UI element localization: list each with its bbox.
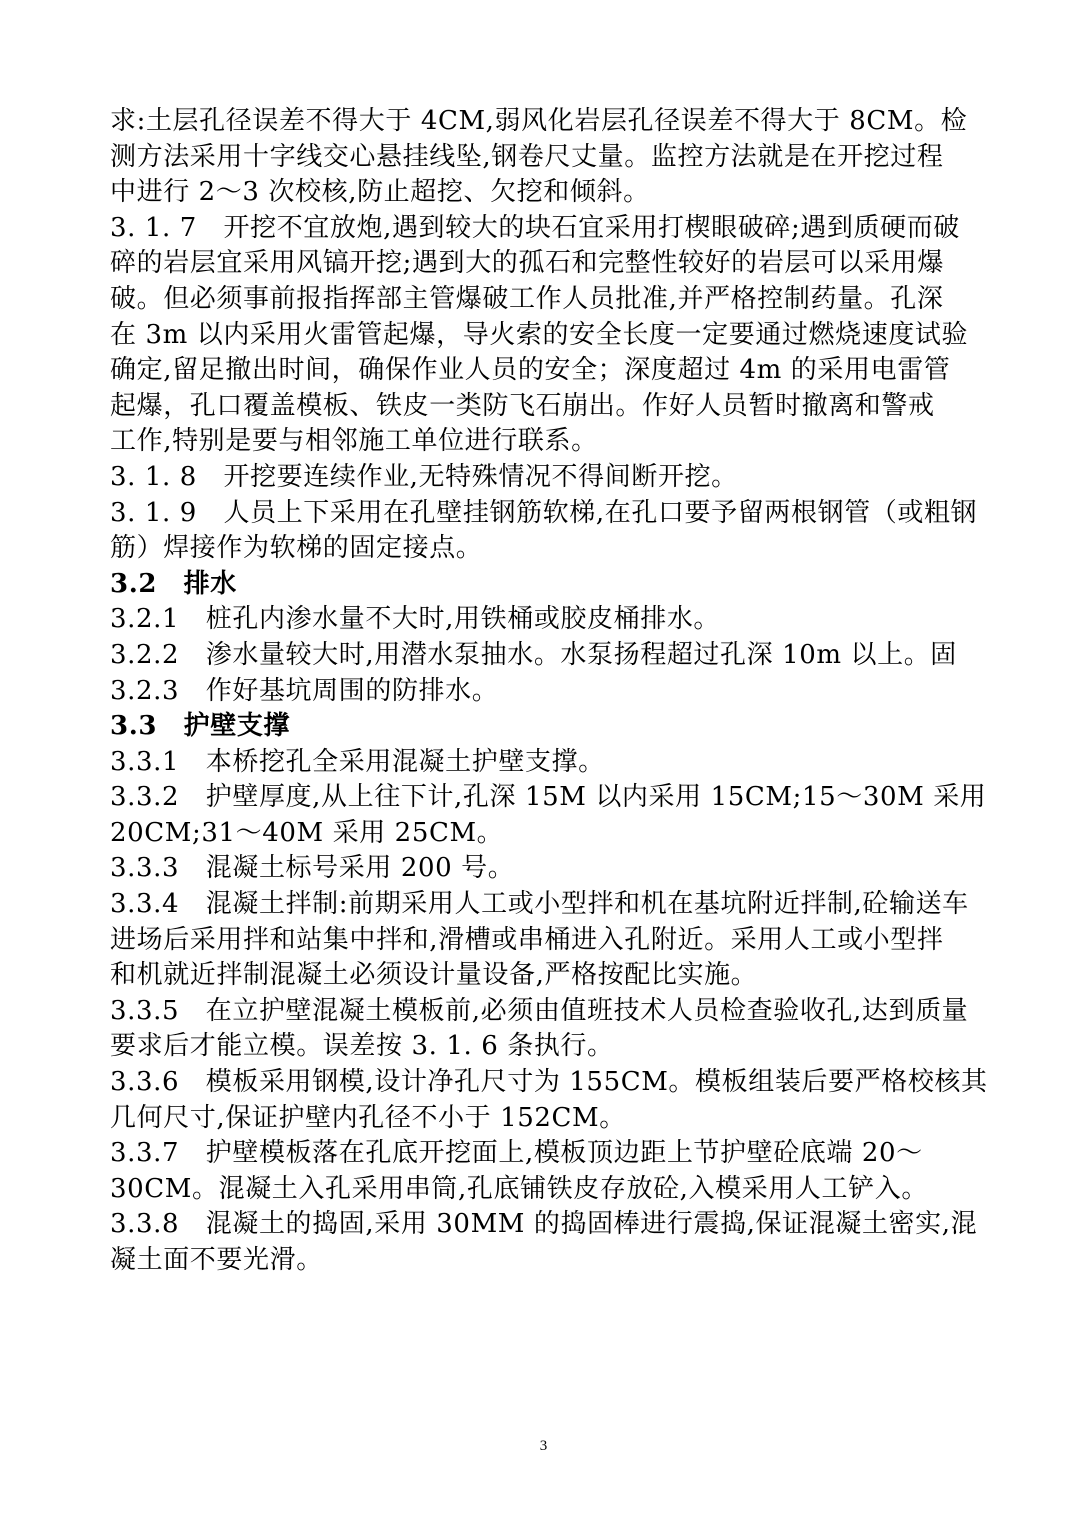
section-heading-3-3: 3.3 护壁支撑 bbox=[110, 711, 291, 742]
body-line: 30CM。混凝土入孔采用串筒,孔底铺铁皮存放砼,入模采用人工铲入。 bbox=[110, 1173, 928, 1204]
body-line: 凝土面不要光滑。 bbox=[110, 1245, 323, 1275]
body-line: 工作,特别是要与相邻施工单位进行联系。 bbox=[110, 426, 598, 457]
body-line: 起爆，孔口覆盖模板、铁皮一类防飞石崩出。作好人员暂时撤离和警戒 bbox=[110, 390, 935, 421]
clause-3-1-7: 3. 1. 7 开挖不宜放炮,遇到较大的块石宜采用打楔眼破碎;遇到质硬而破 bbox=[110, 212, 960, 243]
clause-3-3-8: 3.3.8 混凝土的捣固,采用 30MM 的捣固棒进行震捣,保证混凝土密实,混 bbox=[110, 1209, 978, 1240]
body-line: 进场后采用拌和站集中拌和,滑槽或串桶进入孔附近。采用人工或小型拌 bbox=[110, 924, 944, 955]
clause-3-2-1: 3.2.1 桩孔内渗水量不大时,用铁桶或胶皮桶排水。 bbox=[110, 604, 721, 635]
body-line: 中进行 2～3 次校核,防止超挖、欠挖和倾斜。 bbox=[110, 177, 650, 208]
body-line: 要求后才能立模。误差按 3. 1. 6 条执行。 bbox=[110, 1031, 614, 1062]
body-line: 筋）焊接作为软梯的固定接点。 bbox=[110, 533, 483, 564]
clause-3-3-5: 3.3.5 在立护壁混凝土模板前,必须由值班技术人员检查验收孔,达到质量 bbox=[110, 995, 969, 1026]
body-line: 碎的岩层宜采用风镐开挖;遇到大的孤石和完整性较好的岩层可以采用爆 bbox=[110, 248, 944, 279]
clause-3-2-2: 3.2.2 渗水量较大时,用潜水泵抽水。水泵扬程超过孔深 10m 以上。固 bbox=[110, 639, 957, 670]
clause-3-1-9: 3. 1. 9 人员上下采用在孔壁挂钢筋软梯,在孔口要予留两根钢管（或粗钢 bbox=[110, 497, 978, 528]
clause-3-1-8: 3. 1. 8 开挖要连续作业,无特殊情况不得间断开挖。 bbox=[110, 461, 738, 492]
clause-3-3-3: 3.3.3 混凝土标号采用 200 号。 bbox=[110, 853, 515, 884]
body-line: 在 3m 以内采用火雷管起爆，导火索的安全长度一定要通过燃烧速度试验 bbox=[110, 319, 969, 350]
body-line: 20CM;31～40M 采用 25CM。 bbox=[110, 817, 504, 848]
clause-3-3-7: 3.3.7 护壁模板落在孔底开挖面上,模板顶边距上节护壁砼底端 20～ bbox=[110, 1138, 923, 1169]
body-line: 确定,留足撤出时间，确保作业人员的安全；深度超过 4m 的采用电雷管 bbox=[110, 355, 951, 386]
clause-3-3-1: 3.3.1 本桥挖孔全采用混凝土护壁支撑。 bbox=[110, 746, 605, 777]
body-line: 测方法采用十字线交心悬挂线坠,钢卷尺丈量。监控方法就是在开挖过程 bbox=[110, 141, 944, 172]
clause-3-3-4: 3.3.4 混凝土拌制:前期采用人工或小型拌和机在基坑附近拌制,砼输送车 bbox=[110, 889, 969, 920]
clause-3-2-3: 3.2.3 作好基坑周围的防排水。 bbox=[110, 675, 499, 706]
body-line: 破。但必须事前报指挥部主管爆破工作人员批准,并严格控制药量。孔深 bbox=[110, 283, 944, 314]
clause-3-3-6: 3.3.6 模板采用钢模,设计净孔尺寸为 155CM。模板组装后要严格校核其 bbox=[110, 1067, 988, 1098]
page-number: 3 bbox=[539, 1438, 548, 1454]
clause-3-3-2: 3.3.2 护壁厚度,从上往下计,孔深 15M 以内采用 15CM;15～30M 采用 bbox=[110, 782, 987, 813]
section-heading-3-2: 3.2 排水 bbox=[110, 568, 237, 599]
body-line: 和机就近拌制混凝土必须设计量设备,严格按配比实施。 bbox=[110, 960, 758, 991]
body-line: 求:土层孔径误差不得大于 4CM,弱风化岩层孔径误差不得大于 8CM。检 bbox=[110, 106, 968, 136]
body-line: 几何尺寸,保证护壁内孔径不小于 152CM。 bbox=[110, 1102, 626, 1133]
document-body bbox=[110, 104, 1040, 1279]
